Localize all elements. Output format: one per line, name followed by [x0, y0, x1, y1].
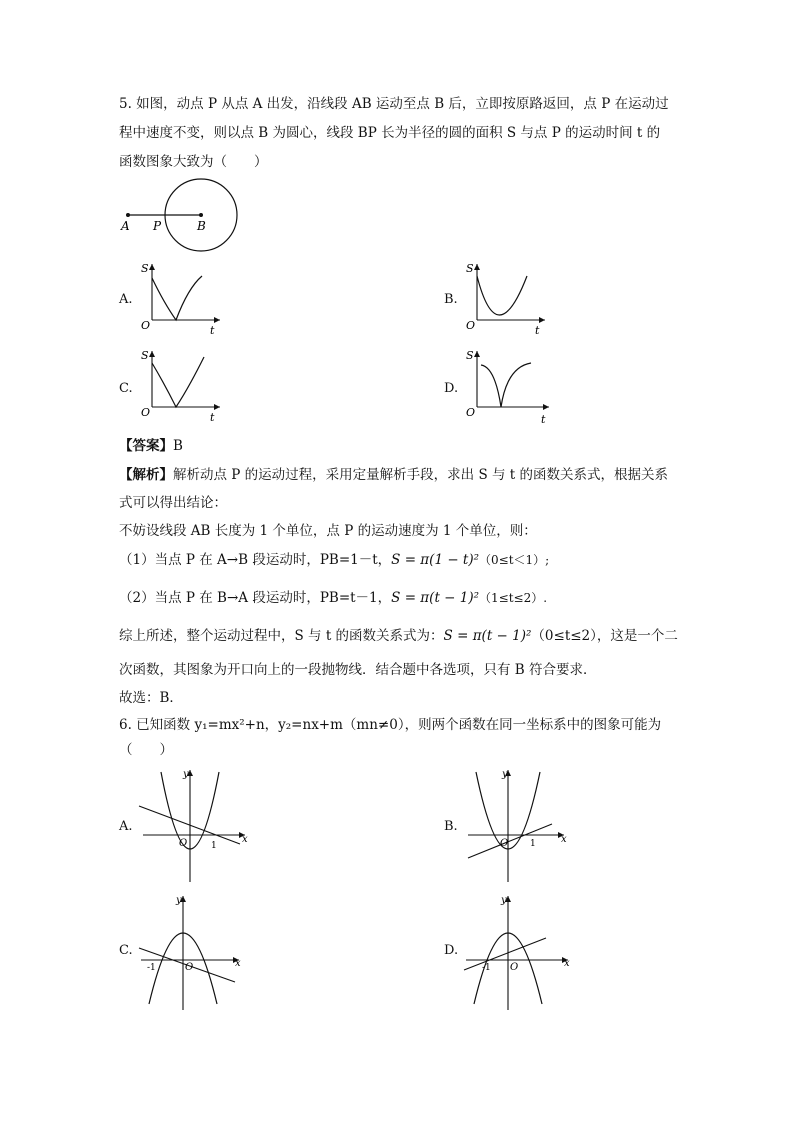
- q6-c-origin: O: [185, 962, 194, 973]
- q5-stem-line-3: 函数图象大致为（ ）: [119, 154, 268, 170]
- q6-stem-line-1: 6. 已知函数 y₁=mx²+n，y₂=nx+m（mn≠0），则两个函数在同一坐标系中的图象可能为: [119, 717, 662, 733]
- q5-b-origin: O: [466, 319, 476, 332]
- q5-stem-line-2: 程中速度不变，则以点 B 为圆心，线段 BP 长为半径的圆的面积 S 与点 P 的运动时间 t 的: [119, 125, 661, 141]
- q6-b-origin: O: [500, 838, 509, 849]
- q5-a-axis-t: t: [210, 324, 215, 337]
- q5-a-axis-s: S: [141, 262, 149, 275]
- case1-text: （1）当点 P 在 A→B 段运动时，PB=1－t，: [119, 552, 392, 568]
- q5-case-2: [119, 589, 547, 607]
- q6-a-tick: 1: [211, 841, 217, 851]
- q6-a-origin: O: [179, 838, 188, 849]
- q5-option-d-label: D.: [444, 381, 459, 396]
- q5-answer: [119, 437, 183, 455]
- case1-formula: S = π(1 − t)²: [391, 552, 480, 568]
- q5-d-axis-t: t: [541, 413, 546, 426]
- q5-c-axis-s: S: [141, 349, 149, 362]
- q6-option-a-label: A.: [119, 819, 133, 834]
- q5-case-1: [119, 551, 549, 569]
- case2-range: （1≤t≤2）.: [479, 591, 548, 605]
- q5-b-axis-s: S: [466, 262, 474, 275]
- q6-a-axis-y: y: [183, 769, 189, 780]
- q5-option-c-graph: [140, 345, 230, 425]
- case1-range: （0≤t＜1）;: [479, 553, 550, 567]
- q5-c-axis-t: t: [210, 411, 215, 424]
- q5-b-axis-t: t: [535, 324, 540, 337]
- q6-option-a-graph: [135, 766, 255, 886]
- q5-c-origin: O: [141, 406, 151, 419]
- q5-option-d-graph: [465, 345, 565, 425]
- q5-d-origin: O: [466, 406, 476, 419]
- q6-b-axis-x: x: [561, 834, 567, 845]
- q6-option-c-label: C.: [119, 943, 133, 958]
- q6-d-tick: -1: [482, 963, 491, 973]
- q6-d-axis-x: x: [564, 958, 570, 969]
- q6-option-c-graph: [135, 892, 255, 1012]
- q6-d-axis-y: y: [501, 895, 507, 906]
- q6-option-b-label: B.: [444, 819, 458, 834]
- q6-option-d-graph: [460, 892, 590, 1012]
- q5-figure: [115, 180, 245, 250]
- q5-analysis-line-3: 不妨设线段 AB 长度为 1 个单位，点 P 的运动速度为 1 个单位，则：: [119, 523, 537, 539]
- q5-option-a-graph: [140, 258, 230, 338]
- q6-option-d-label: D.: [444, 943, 459, 958]
- q6-c-axis-x: x: [235, 958, 241, 969]
- answer-value: B: [173, 438, 183, 454]
- q5-analysis-line-2: 式可以得出结论：: [119, 495, 227, 511]
- q6-b-tick: 1: [530, 839, 536, 849]
- q5-label-b: B: [197, 219, 206, 233]
- q6-b-axis-y: y: [502, 769, 508, 780]
- q5-stem-line-1: 5. 如图，动点 P 从点 A 出发，沿线段 AB 运动至点 B 后，立即按原路返回，点 P 在运动过: [119, 96, 669, 112]
- q5-label-a: A: [121, 219, 130, 233]
- case2-formula: S = π(t − 1)²: [391, 590, 480, 606]
- q5-d-axis-s: S: [466, 349, 474, 362]
- analysis-text-1: 解析动点 P 的运动过程，采用定量解析手段，求出 S 与 t 的函数关系式，根据关系: [173, 467, 669, 483]
- q6-c-tick: -1: [147, 963, 156, 973]
- q5-analysis-line-1: [119, 466, 668, 484]
- q5-summary-line-1: [119, 627, 678, 645]
- summary-range: （0≤t≤2），这是一个二: [531, 628, 678, 644]
- q5-summary-line-2: 次函数，其图象为开口向上的一段抛物线．结合题中各选项，只有 B 符合要求．: [119, 662, 597, 678]
- case2-text: （2）当点 P 在 B→A 段运动时，PB=t－1，: [119, 590, 392, 606]
- summary-text: 综上所述，整个运动过程中，S 与 t 的函数关系式为：: [119, 628, 444, 644]
- q6-stem-line-2: （ ）: [119, 742, 173, 758]
- q6-a-axis-x: x: [242, 834, 248, 845]
- q5-option-a-label: A.: [119, 292, 133, 307]
- q6-c-axis-y: y: [176, 895, 182, 906]
- q5-conclusion: 故选：B．: [119, 690, 183, 706]
- summary-formula: S = π(t − 1)²: [443, 628, 532, 644]
- q5-label-p: P: [153, 219, 162, 233]
- q5-option-c-label: C.: [119, 381, 133, 396]
- q5-option-b-label: B.: [444, 292, 458, 307]
- answer-tag: 【答案】: [119, 438, 173, 454]
- q5-a-origin: O: [141, 319, 151, 332]
- q5-option-b-graph: [465, 258, 555, 338]
- analysis-tag: 【解析】: [119, 467, 173, 483]
- q6-d-origin: O: [510, 962, 519, 973]
- q6-option-b-graph: [460, 766, 580, 886]
